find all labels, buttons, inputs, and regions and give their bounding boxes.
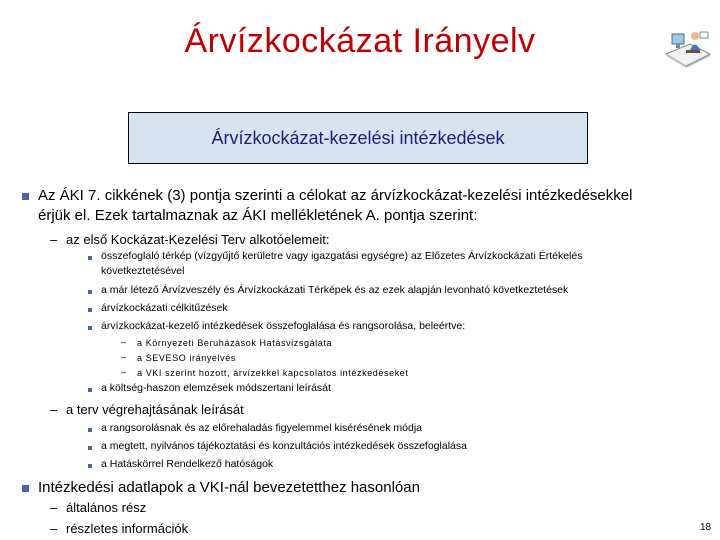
list-item: a rangsorolásnak és az előrehaladás figyelemmel kisérésének módja bbox=[101, 422, 423, 434]
section-label: általános rész bbox=[66, 500, 147, 515]
sub-list-item: a VKI szerint hozott, árvízekkel kapcsolatos intézkedéseket bbox=[137, 368, 409, 378]
square-bullet-icon bbox=[88, 326, 92, 330]
square-bullet-icon bbox=[88, 446, 92, 450]
dash-bullet: – bbox=[50, 232, 58, 247]
square-bullet-icon bbox=[88, 464, 92, 468]
page-number: 18 bbox=[700, 522, 712, 533]
body-paragraph-line: Intézkedési adatlapok a VKI-nál bevezetetthez hasonlóan bbox=[38, 479, 420, 496]
subtitle-box bbox=[128, 112, 588, 164]
section-label: az első Kockázat-Kezelési Terv alkotóelemeit: bbox=[66, 232, 330, 247]
square-bullet-icon bbox=[88, 428, 92, 432]
list-item: a már létező Árvízveszély és Árvízkockázati Térképek és az ezek alapján levonható következtetések bbox=[101, 284, 569, 296]
sub-list-item: a SEVESO irányelvés bbox=[137, 353, 236, 363]
list-item: a megtett, nyilvános tájékoztatási és konzultációs intézkedések összefoglalása bbox=[101, 440, 467, 452]
square-bullet-icon bbox=[88, 256, 92, 260]
section-label: részletes információk bbox=[66, 521, 189, 536]
body-paragraph-line: érjük el. Ezek tartalmaznak az ÁKI mellékletének A. pontja szerint: bbox=[38, 207, 478, 224]
list-item: árvízkockázati célkitűzések bbox=[101, 302, 228, 314]
list-item: a Hatáskörrel Rendelkező hatóságok bbox=[101, 458, 274, 470]
dash-bullet: – bbox=[50, 402, 58, 417]
person-at-computer-icon bbox=[664, 26, 712, 68]
square-bullet-icon bbox=[88, 308, 92, 312]
dash-bullet: – bbox=[121, 367, 127, 377]
dash-bullet: – bbox=[50, 500, 58, 515]
dash-bullet: – bbox=[121, 337, 127, 347]
subtitle: Árvízkockázat-kezelési intézkedések bbox=[211, 127, 505, 148]
square-bullet-icon bbox=[22, 193, 29, 200]
square-bullet-icon bbox=[88, 388, 92, 392]
sub-list-item: a Környezeti Beruházások Hatásvizsgálata bbox=[137, 338, 333, 348]
body-paragraph-line: Az ÁKI 7. cikkének (3) pontja szerinti a célokat az árvízkockázat-kezelési intézkedésekkel bbox=[38, 187, 633, 204]
square-bullet-icon bbox=[22, 485, 29, 492]
slide-title: Árvízkockázat Irányelv bbox=[184, 22, 536, 60]
list-item: összefoglaló térkép (vízgyűjtő kerületre vagy igazgatási egységre) az Előzetes Árvízkockázati Értékelés bbox=[101, 250, 583, 262]
list-item: következtetésével bbox=[101, 265, 185, 277]
list-item: árvízkockázat-kezelő intézkedések összefoglalása és rangsorolása, beleértve: bbox=[101, 320, 466, 332]
section-label: a terv végrehajtásának leírását bbox=[66, 402, 244, 417]
dash-bullet: – bbox=[50, 521, 58, 536]
square-bullet-icon bbox=[88, 290, 92, 294]
dash-bullet: – bbox=[121, 352, 127, 362]
list-item: a költség-haszon elemzések módszertani leírását bbox=[101, 382, 331, 394]
